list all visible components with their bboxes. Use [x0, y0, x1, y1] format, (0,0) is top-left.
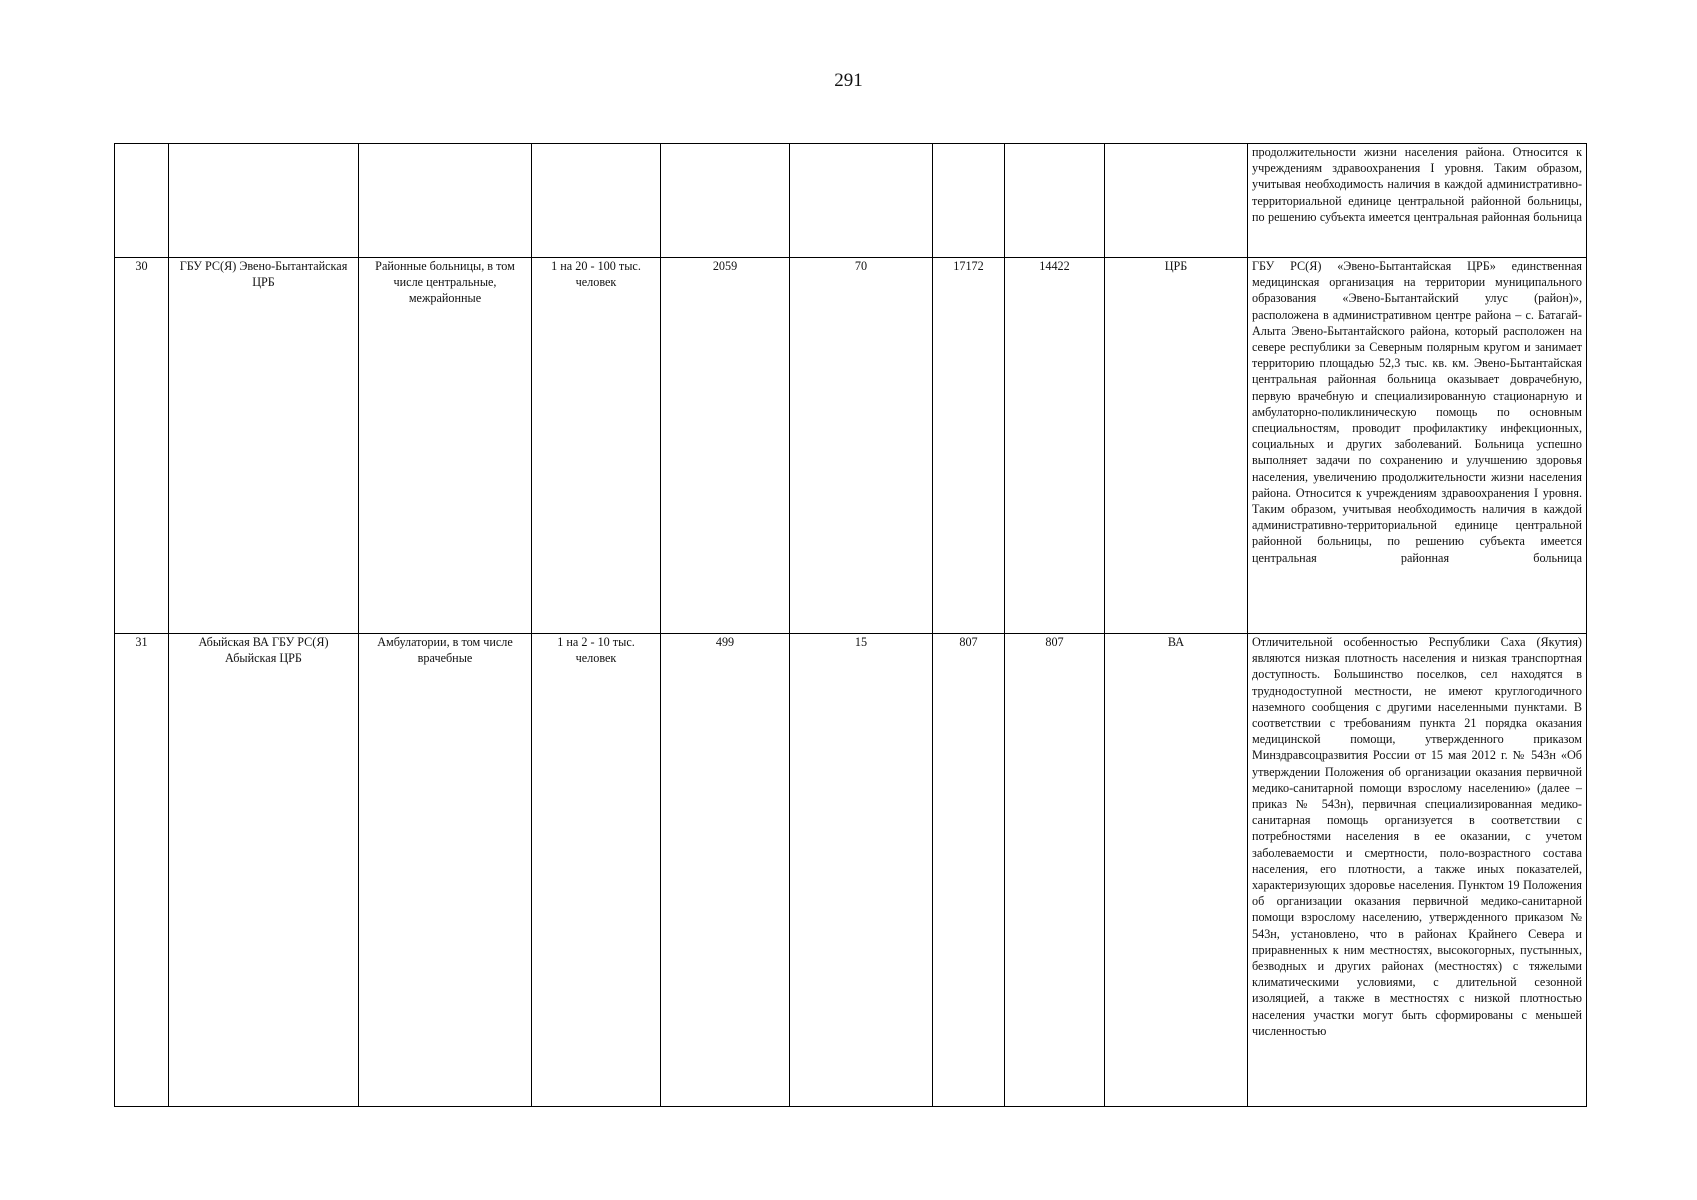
- description-cell: ГБУ РС(Я) «Эвено-Бытантайская ЦРБ» единственная медицинская организация на территории муниципального образования «Эвено-Бытантайский улус (район)», расположена в административном центре района – с. Батагай-Алыта Эвено-Бытантайского района, который расположен на севере республики за Северным полярным кругом и занимает территорию площадью 52,3 тыс. кв. км. Эвено-Бытантайская центральная районная больница оказывает доврачебную, первую врачебную и специализированную стационарную и амбулаторно-поликлиническую помощь по основным специальностям, проводит профилактику инфекционных, социальных и других заболеваний. Больница успешно выполняет задачи по сохранению и улучшению здоровья населения, увеличению продолжительности жизни населения района. Относится к учреждениям здравоохранения I уровня. Таким образом, учитывая необходимость наличия в каждой административно-территориальной единице центральной районной больницы, по решению субъекта имеется центральная районная больница: [1248, 258, 1587, 634]
- value-cell-6: 70: [790, 258, 933, 634]
- row-number-cell: 30: [115, 258, 169, 634]
- facility-type-cell: Амбулатории, в том числе врачебные: [359, 634, 532, 1107]
- facility-name-cell: ГБУ РС(Я) Эвено-Бытантайская ЦРБ: [169, 258, 359, 634]
- value-cell-7: 17172: [933, 258, 1005, 634]
- value-cell-5: 499: [661, 634, 790, 1107]
- facility-name-cell: [169, 144, 359, 258]
- table-row: [115, 258, 1587, 634]
- row-number-cell: 31: [115, 634, 169, 1107]
- value-cell-8: 14422: [1005, 258, 1105, 634]
- level-cell: ЦРБ: [1105, 258, 1248, 634]
- value-cell-5: [661, 144, 790, 258]
- facilities-table: [114, 143, 1587, 1107]
- value-cell-5: 2059: [661, 258, 790, 634]
- description-cell: продолжительности жизни населения района. Относится к учреждениям здравоохранения I уровня. Таким образом, учитывая необходимость наличия в каждой административно-территориальной единице центральной районной больницы, по решению субъекта имеется центральная районная больница: [1248, 144, 1587, 258]
- value-cell-8: 807: [1005, 634, 1105, 1107]
- level-cell: [1105, 144, 1248, 258]
- facility-type-cell: [359, 144, 532, 258]
- facility-name-cell: Абыйская ВА ГБУ РС(Я) Абыйская ЦРБ: [169, 634, 359, 1107]
- value-cell-7: [933, 144, 1005, 258]
- row-number-cell: [115, 144, 169, 258]
- norm-cell: 1 на 2 - 10 тыс. человек: [532, 634, 661, 1107]
- page-number: 291: [834, 70, 863, 91]
- table-row: [115, 144, 1587, 258]
- value-cell-8: [1005, 144, 1105, 258]
- value-cell-6: [790, 144, 933, 258]
- table-row: [115, 634, 1587, 1107]
- value-cell-7: 807: [933, 634, 1005, 1107]
- norm-cell: 1 на 20 - 100 тыс. человек: [532, 258, 661, 634]
- description-cell: Отличительной особенностью Республики Саха (Якутия) являются низкая плотность населения и низкая транспортная доступность. Большинство поселков, сел находятся в труднодоступной местности, не имеют круглогодичного наземного сообщения с другими населенными пунктами. В соответствии с требованиям пункта 21 порядка оказания медицинской помощи, утвержденного приказом Минздравсоцразвития России от 15 мая 2012 г. № 543н «Об утверждении Положения об организации оказания первичной медико-санитарной помощи взрослому населению» (далее – приказ № 543н), первичная специализированная медико-санитарная помощь организуется в соответствии с потребностями населения в ее оказании, с учетом заболеваемости и смертности, поло-возрастного состава населения, его плотности, а также иных показателей, характеризующих здоровье населения. Пунктом 19 Положения об организации оказания первичной медико-санитарной помощи взрослому населению, утвержденного приказом № 543н, установлено, что в районах Крайнего Севера и приравненных к ним местностях, высокогорных, пустынных, безводных и других районах (местностях) с тяжелыми климатическими условиями, с длительной сезонной изоляцией, а также в местностях с низкой плотностью населения участки могут быть сформированы с меньшей численностью: [1248, 634, 1587, 1107]
- value-cell-6: 15: [790, 634, 933, 1107]
- facility-type-cell: Районные больницы, в том числе центральные, межрайонные: [359, 258, 532, 634]
- level-cell: ВА: [1105, 634, 1248, 1107]
- norm-cell: [532, 144, 661, 258]
